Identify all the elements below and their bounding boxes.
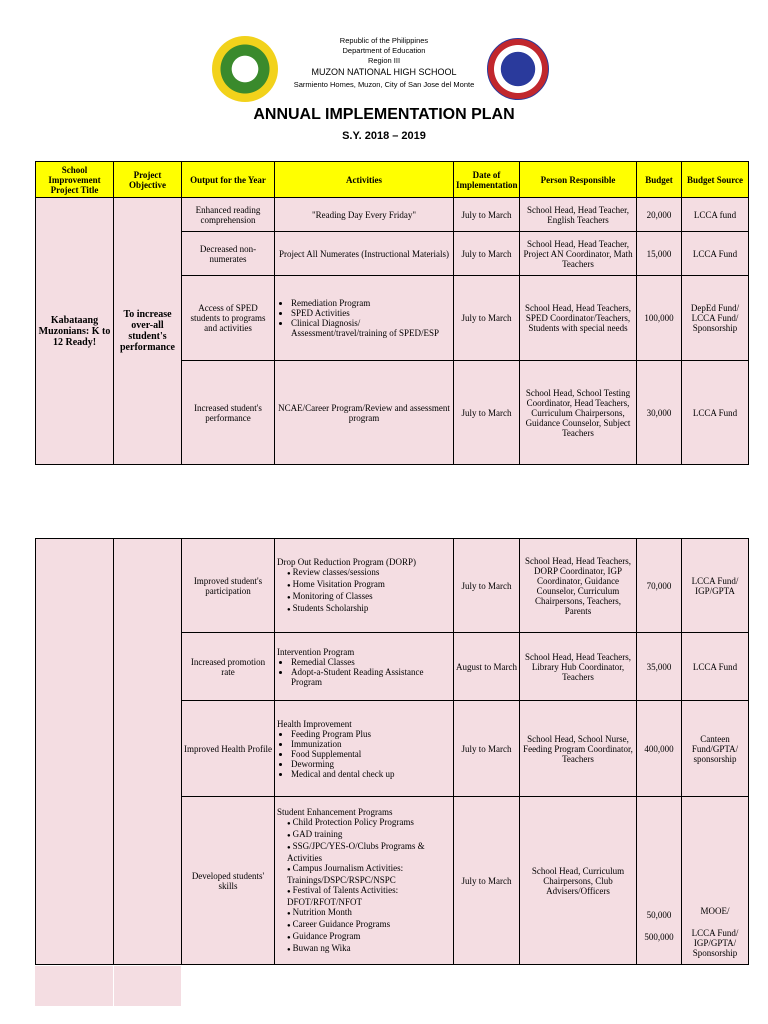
col-header: Project Objective xyxy=(114,162,182,198)
list-item: ● Monitoring of Classes xyxy=(287,591,451,603)
table-header-row xyxy=(36,162,749,198)
project-title-cell xyxy=(36,539,114,965)
continuation-cell xyxy=(35,966,113,1006)
header-line-3: Region III xyxy=(367,56,401,65)
source-cell: LCCA Fund xyxy=(682,232,749,276)
source-cell xyxy=(682,797,749,965)
date-cell: July to March xyxy=(454,701,520,797)
col-header: Budget xyxy=(637,162,682,198)
activity-cell xyxy=(275,539,454,633)
document-header xyxy=(0,0,768,160)
list-item: • Adopt-a-Student Reading Assistance Program xyxy=(291,667,451,687)
continuation-cell xyxy=(114,966,181,1006)
output-cell: Access of SPED students to programs and activities xyxy=(182,276,275,361)
col-header: Output for the Year xyxy=(182,162,275,198)
objective-cell xyxy=(114,539,182,965)
table-row xyxy=(36,539,749,633)
list-item: • Immunization xyxy=(291,739,451,749)
source-cell: LCCA Fund xyxy=(682,633,749,701)
activity-heading: Student Enhancement Programs xyxy=(277,806,393,817)
output-cell: Improved student's participation xyxy=(182,539,275,633)
list-item: ● Child Protection Policy Programs xyxy=(287,817,451,829)
budget-value: 500,000 xyxy=(644,932,674,942)
activity-list xyxy=(277,729,451,779)
date-cell: July to March xyxy=(454,539,520,633)
activity-cell: Project All Numerates (Instructional Materials) xyxy=(275,232,454,276)
budget-cell xyxy=(637,797,682,965)
list-item: ● Students Scholarship xyxy=(287,603,451,615)
source-value: MOOE/ xyxy=(700,906,730,916)
activity-heading: Intervention Program xyxy=(277,646,355,657)
person-cell: School Head, Head Teacher, English Teachers xyxy=(520,198,637,232)
date-cell: July to March xyxy=(454,276,520,361)
document-title: ANNUAL IMPLEMENTATION PLAN xyxy=(253,106,515,123)
person-cell: School Head, Head Teachers, Library Hub Coordinator, Teachers xyxy=(520,633,637,701)
date-cell: July to March xyxy=(454,797,520,965)
list-item: ● Nutrition Month xyxy=(287,907,451,919)
school-year: S.Y. 2018 – 2019 xyxy=(342,130,426,142)
activity-list xyxy=(277,567,451,615)
source-value: LCCA Fund/ IGP/GPTA/ Sponsorship xyxy=(691,928,739,958)
list-item: ● Campus Journalism Activities: Trainings/DSPC/RSPC/NSPC xyxy=(287,863,451,885)
list-item: • Deworming xyxy=(291,759,451,769)
col-header: Budget Source xyxy=(682,162,749,198)
source-cell: Canteen Fund/GPTA/ sponsorship xyxy=(682,701,749,797)
budget-cell: 400,000 xyxy=(637,701,682,797)
header-line-2: Department of Education xyxy=(342,46,426,55)
list-item: • Remediation Program xyxy=(291,298,451,308)
activity-cell xyxy=(275,633,454,701)
list-item: • Clinical Diagnosis/ Assessment/travel/training of SPED/ESP xyxy=(291,318,451,338)
implementation-table-1 xyxy=(35,161,749,465)
list-item: ● Buwan ng Wika xyxy=(287,943,451,955)
output-cell: Enhanced reading comprehension xyxy=(182,198,275,232)
date-cell: July to March xyxy=(454,198,520,232)
budget-value: 50,000 xyxy=(646,910,672,920)
activity-heading: Drop Out Reduction Program (DORP) xyxy=(277,556,416,567)
activity-cell xyxy=(275,797,454,965)
person-cell: School Head, Head Teacher, Project AN Coordinator, Math Teachers xyxy=(520,232,637,276)
activity-cell: "Reading Day Every Friday" xyxy=(275,198,454,232)
list-item: ● Festival of Talents Activities: DFOT/RFOT/NFOT xyxy=(287,885,451,907)
school-name: MUZON NATIONAL HIGH SCHOOL xyxy=(311,67,457,77)
budget-cell: 15,000 xyxy=(637,232,682,276)
list-item: ● Career Guidance Programs xyxy=(287,919,451,931)
list-item: ● Review classes/sessions xyxy=(287,567,451,579)
activity-heading: Health Improvement xyxy=(277,718,352,729)
budget-cell: 70,000 xyxy=(637,539,682,633)
budget-cell: 35,000 xyxy=(637,633,682,701)
school-address: Sarmiento Homes, Muzon, City of San Jose del Monte xyxy=(293,80,475,89)
person-cell: School Head, School Testing Coordinator, Head Teachers, Curriculum Chairpersons, Guidance Counselor, Subject Teachers xyxy=(520,361,637,465)
list-item: • Food Supplemental xyxy=(291,749,451,759)
activity-cell: NCAE/Career Program/Review and assessment program xyxy=(275,361,454,465)
output-cell: Decreased non-numerates xyxy=(182,232,275,276)
output-cell: Increased promotion rate xyxy=(182,633,275,701)
budget-cell: 20,000 xyxy=(637,198,682,232)
budget-cell: 100,000 xyxy=(637,276,682,361)
output-cell: Developed students' skills xyxy=(182,797,275,965)
date-cell: July to March xyxy=(454,232,520,276)
col-header: Person Responsible xyxy=(520,162,637,198)
person-cell: School Head, Curriculum Chairpersons, Club Advisers/Officers xyxy=(520,797,637,965)
activity-list xyxy=(277,817,451,955)
implementation-table-2 xyxy=(35,538,749,965)
source-cell: DepEd Fund/ LCCA Fund/ Sponsorship xyxy=(682,276,749,361)
col-header: School Improvement Project Title xyxy=(36,162,114,198)
table-row xyxy=(36,198,749,232)
output-cell: Improved Health Profile xyxy=(182,701,275,797)
output-cell: Increased student's performance xyxy=(182,361,275,465)
date-cell: August to March xyxy=(454,633,520,701)
project-title-cell: Kabataang Muzonians: K to 12 Ready! xyxy=(36,198,114,465)
list-item: ● SSG/JPC/YES-O/Clubs Programs & Activities xyxy=(287,841,451,863)
col-header: Date of Implementation xyxy=(454,162,520,198)
date-cell: July to March xyxy=(454,361,520,465)
col-header: Activities xyxy=(275,162,454,198)
list-item: • Feeding Program Plus xyxy=(291,729,451,739)
list-item: ● Home Visitation Program xyxy=(287,579,451,591)
person-cell: School Head, Head Teachers, DORP Coordinator, IGP Coordinator, Guidance Counselor, Curriculum Chairpersons, Teachers, Parents xyxy=(520,539,637,633)
activity-cell xyxy=(275,701,454,797)
activity-cell xyxy=(275,276,454,361)
list-item: ● Guidance Program xyxy=(287,931,451,943)
activity-list xyxy=(277,657,451,687)
budget-cell: 30,000 xyxy=(637,361,682,465)
person-cell: School Head, Head Teachers, SPED Coordinator/Teachers, Students with special needs xyxy=(520,276,637,361)
person-cell: School Head, School Nurse, Feeding Program Coordinator, Teachers xyxy=(520,701,637,797)
source-cell: LCCA fund xyxy=(682,198,749,232)
activity-list xyxy=(277,298,451,338)
source-cell: LCCA Fund/ IGP/GPTA xyxy=(682,539,749,633)
objective-cell: To increase over-all student's performance xyxy=(114,198,182,465)
header-line-1: Republic of the Philippines xyxy=(339,36,429,45)
list-item: • SPED Activities xyxy=(291,308,451,318)
list-item: ● GAD training xyxy=(287,829,451,841)
list-item: • Medical and dental check up xyxy=(291,769,451,779)
list-item: • Remedial Classes xyxy=(291,657,451,667)
source-cell: LCCA Fund xyxy=(682,361,749,465)
